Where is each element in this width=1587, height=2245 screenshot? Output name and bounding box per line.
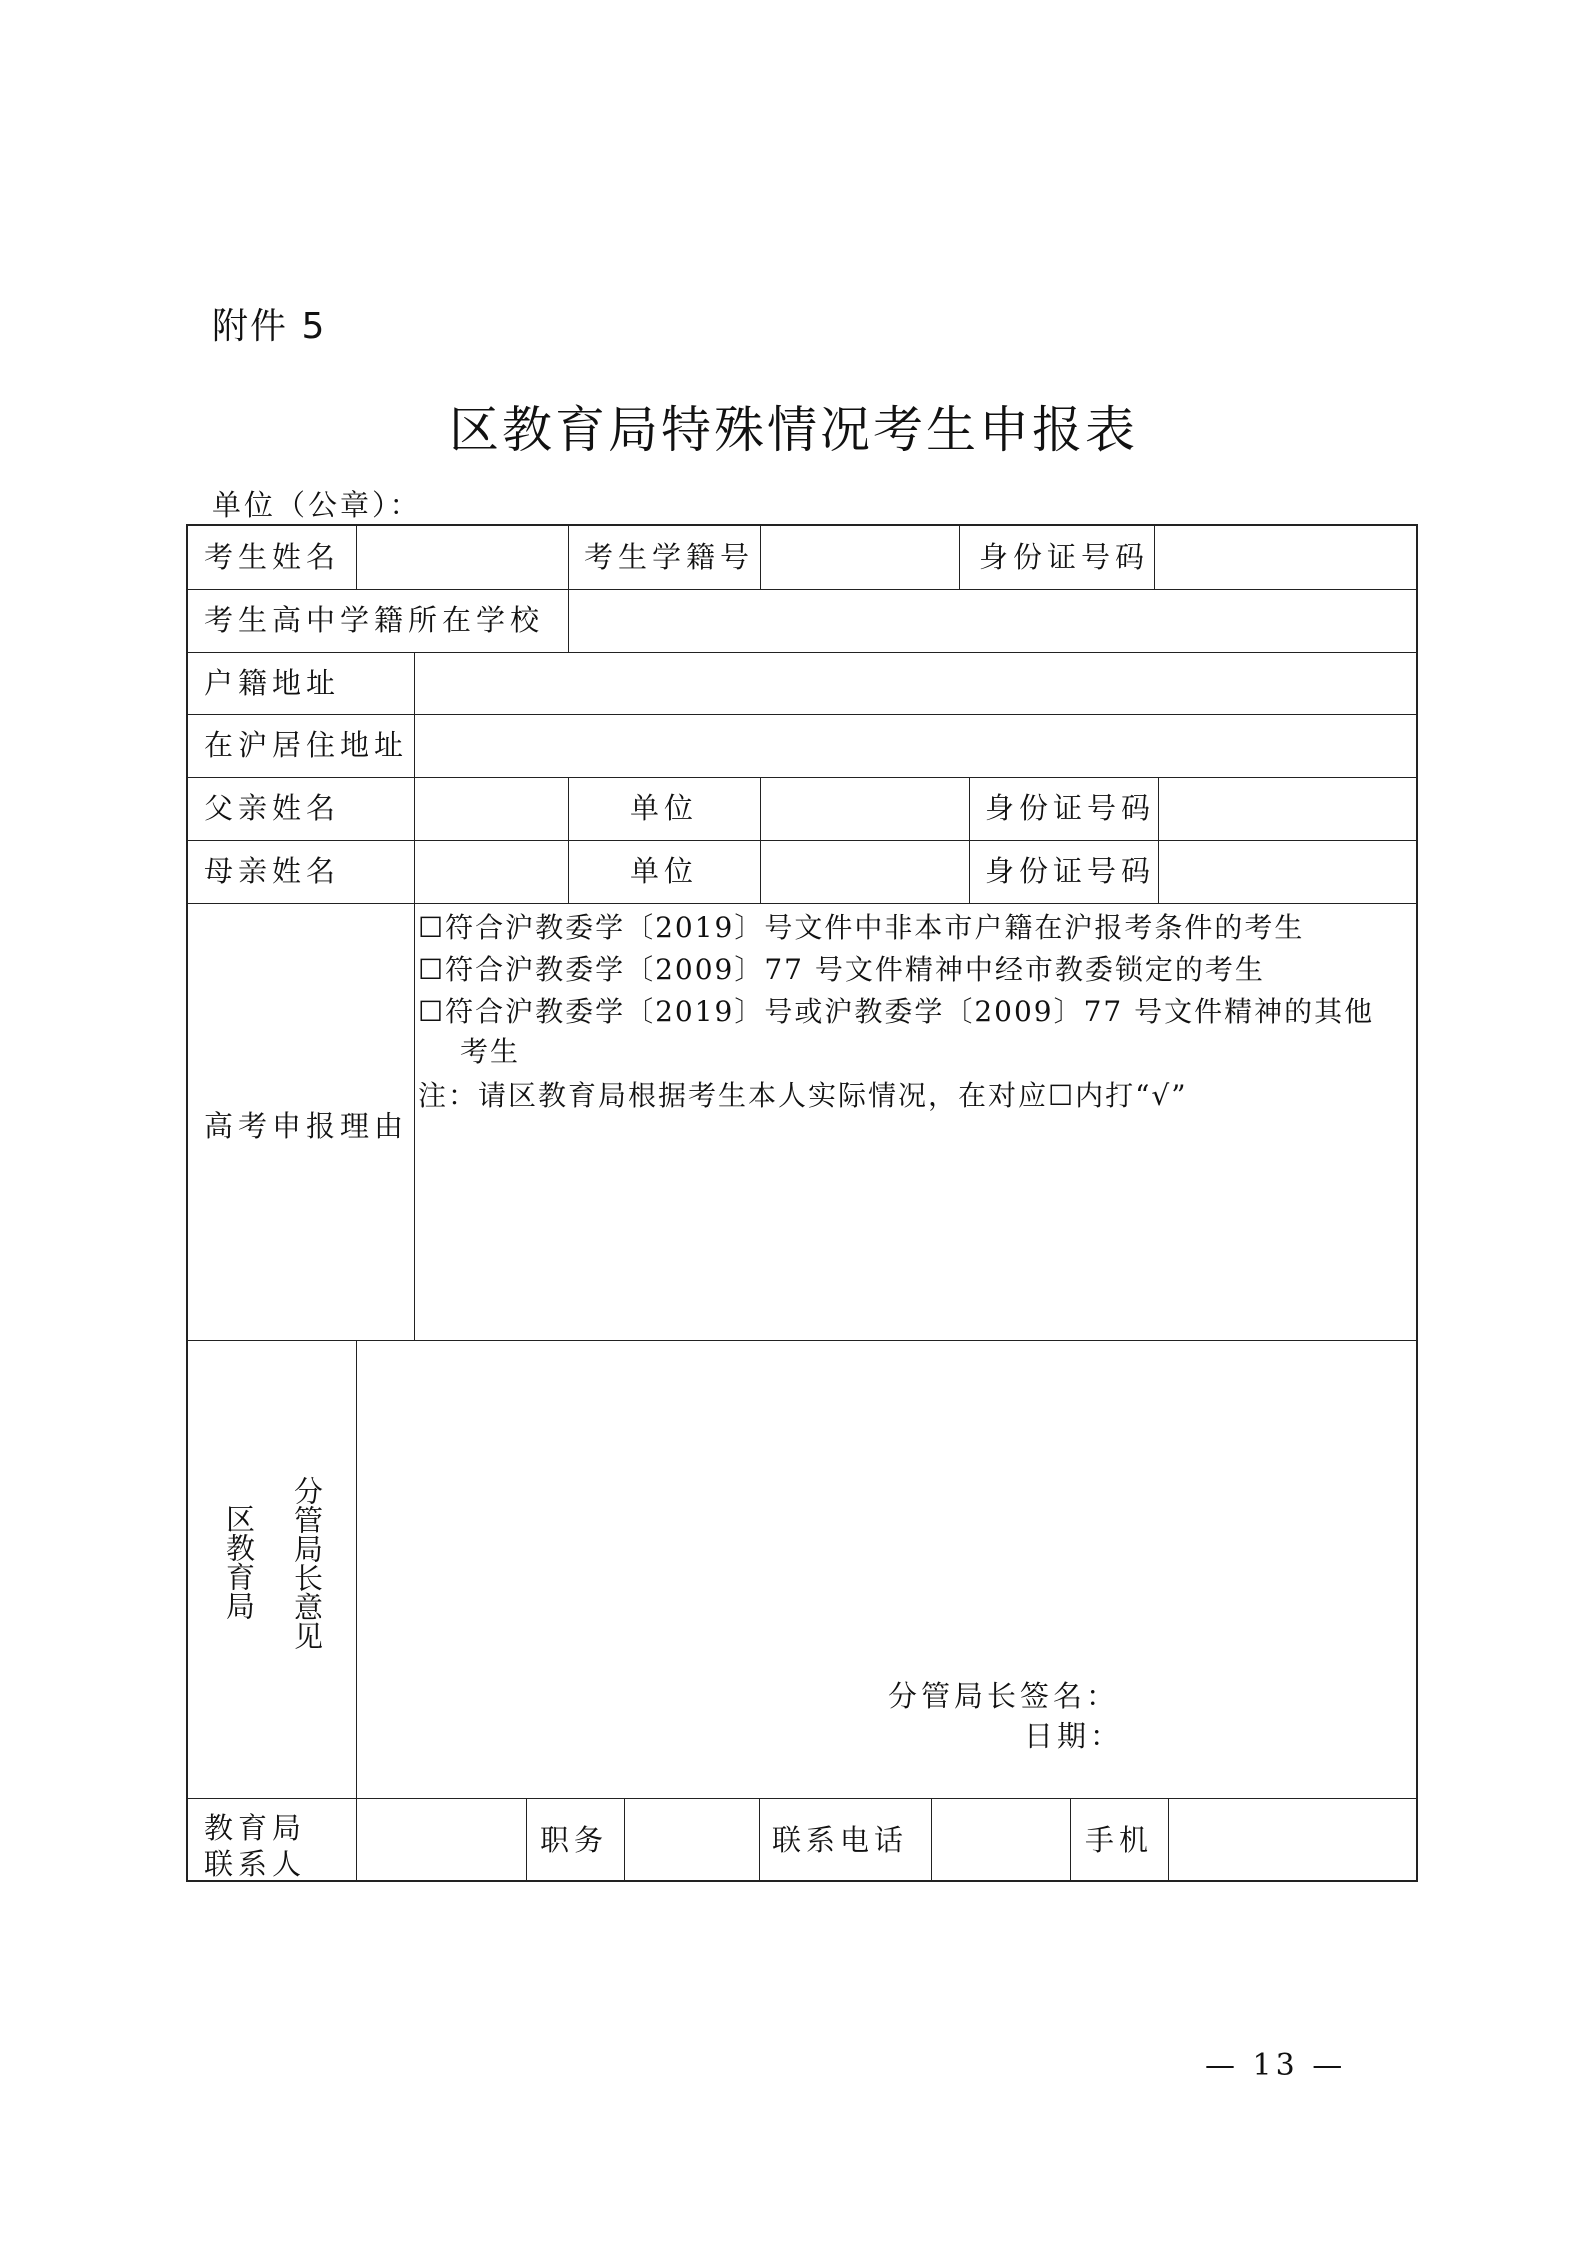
contact-person-label: 教育局 联系人: [204, 1811, 307, 1882]
student-id-card-label: 身份证号码: [979, 540, 1150, 574]
row-divider: [188, 777, 1416, 778]
unit-stamp-label: 单位（公章）：: [212, 488, 422, 522]
mother-name-label: 母亲姓名: [204, 854, 341, 888]
col-divider: [759, 1798, 760, 1882]
reason-note: 注：请区教育局根据考生本人实际情况，在对应☐内打“√”: [418, 1079, 1188, 1112]
row-divider: [188, 652, 1416, 653]
col-divider: [1154, 526, 1155, 589]
residence-address-label: 在沪居住地址: [204, 728, 409, 762]
student-id-label: 考生学籍号: [584, 540, 755, 574]
director-signature-label: 分管局长签名：: [888, 1679, 1120, 1713]
bureau-label: 区教育局: [222, 1504, 256, 1620]
row-divider: [188, 1798, 1416, 1799]
row-divider: [188, 589, 1416, 590]
reason-label: 高考申报理由: [204, 1109, 409, 1143]
col-divider: [414, 777, 415, 903]
mother-id-card-label: 身份证号码: [985, 854, 1156, 888]
col-divider: [356, 526, 357, 589]
col-divider: [969, 777, 970, 903]
reason-option-2[interactable]: ☐符合沪教委学〔2009〕77 号文件精神中经市教委锁定的考生: [418, 953, 1265, 986]
col-divider: [760, 777, 761, 903]
row-divider: [188, 903, 1416, 904]
director-opinion-label: 分管局长意见: [290, 1476, 324, 1650]
mother-unit-label: 单位: [630, 854, 699, 888]
father-unit-label: 单位: [630, 791, 699, 825]
col-divider: [526, 1798, 527, 1882]
mobile-label: 手机: [1085, 1823, 1154, 1857]
col-divider: [931, 1798, 932, 1882]
col-divider: [1168, 1798, 1169, 1882]
col-divider: [1070, 1798, 1071, 1882]
reason-option-1[interactable]: ☐符合沪教委学〔2019〕号文件中非本市户籍在沪报考条件的考生: [418, 911, 1305, 944]
row-divider: [188, 840, 1416, 841]
col-divider: [568, 777, 569, 903]
household-address-label: 户籍地址: [204, 666, 341, 700]
col-divider: [1158, 777, 1159, 903]
col-divider: [568, 526, 569, 589]
row-divider: [188, 1340, 1416, 1341]
father-id-card-label: 身份证号码: [985, 791, 1156, 825]
page-title: 区教育局特殊情况考生申报表: [449, 401, 1138, 459]
col-divider: [959, 526, 960, 589]
col-divider: [568, 589, 569, 652]
reason-option-3[interactable]: ☐符合沪教委学〔2019〕号或沪教委学〔2009〕77 号文件精神的其他: [418, 995, 1375, 1028]
col-divider: [624, 1798, 625, 1882]
col-divider: [356, 1340, 357, 1882]
school-label: 考生高中学籍所在学校: [204, 603, 545, 637]
attachment-label: 附件 5: [212, 306, 327, 347]
reason-option-3-continued: 考生: [460, 1035, 521, 1068]
phone-label: 联系电话: [772, 1823, 909, 1857]
col-divider: [414, 652, 415, 777]
row-divider: [188, 714, 1416, 715]
col-divider: [414, 903, 415, 1340]
col-divider: [760, 526, 761, 589]
date-label: 日期：: [1024, 1719, 1124, 1753]
student-name-label: 考生姓名: [204, 540, 341, 574]
page-number: — 13 —: [1205, 2048, 1347, 2083]
application-form-table: [186, 524, 1418, 1882]
father-name-label: 父亲姓名: [204, 791, 341, 825]
position-label: 职务: [540, 1823, 609, 1857]
